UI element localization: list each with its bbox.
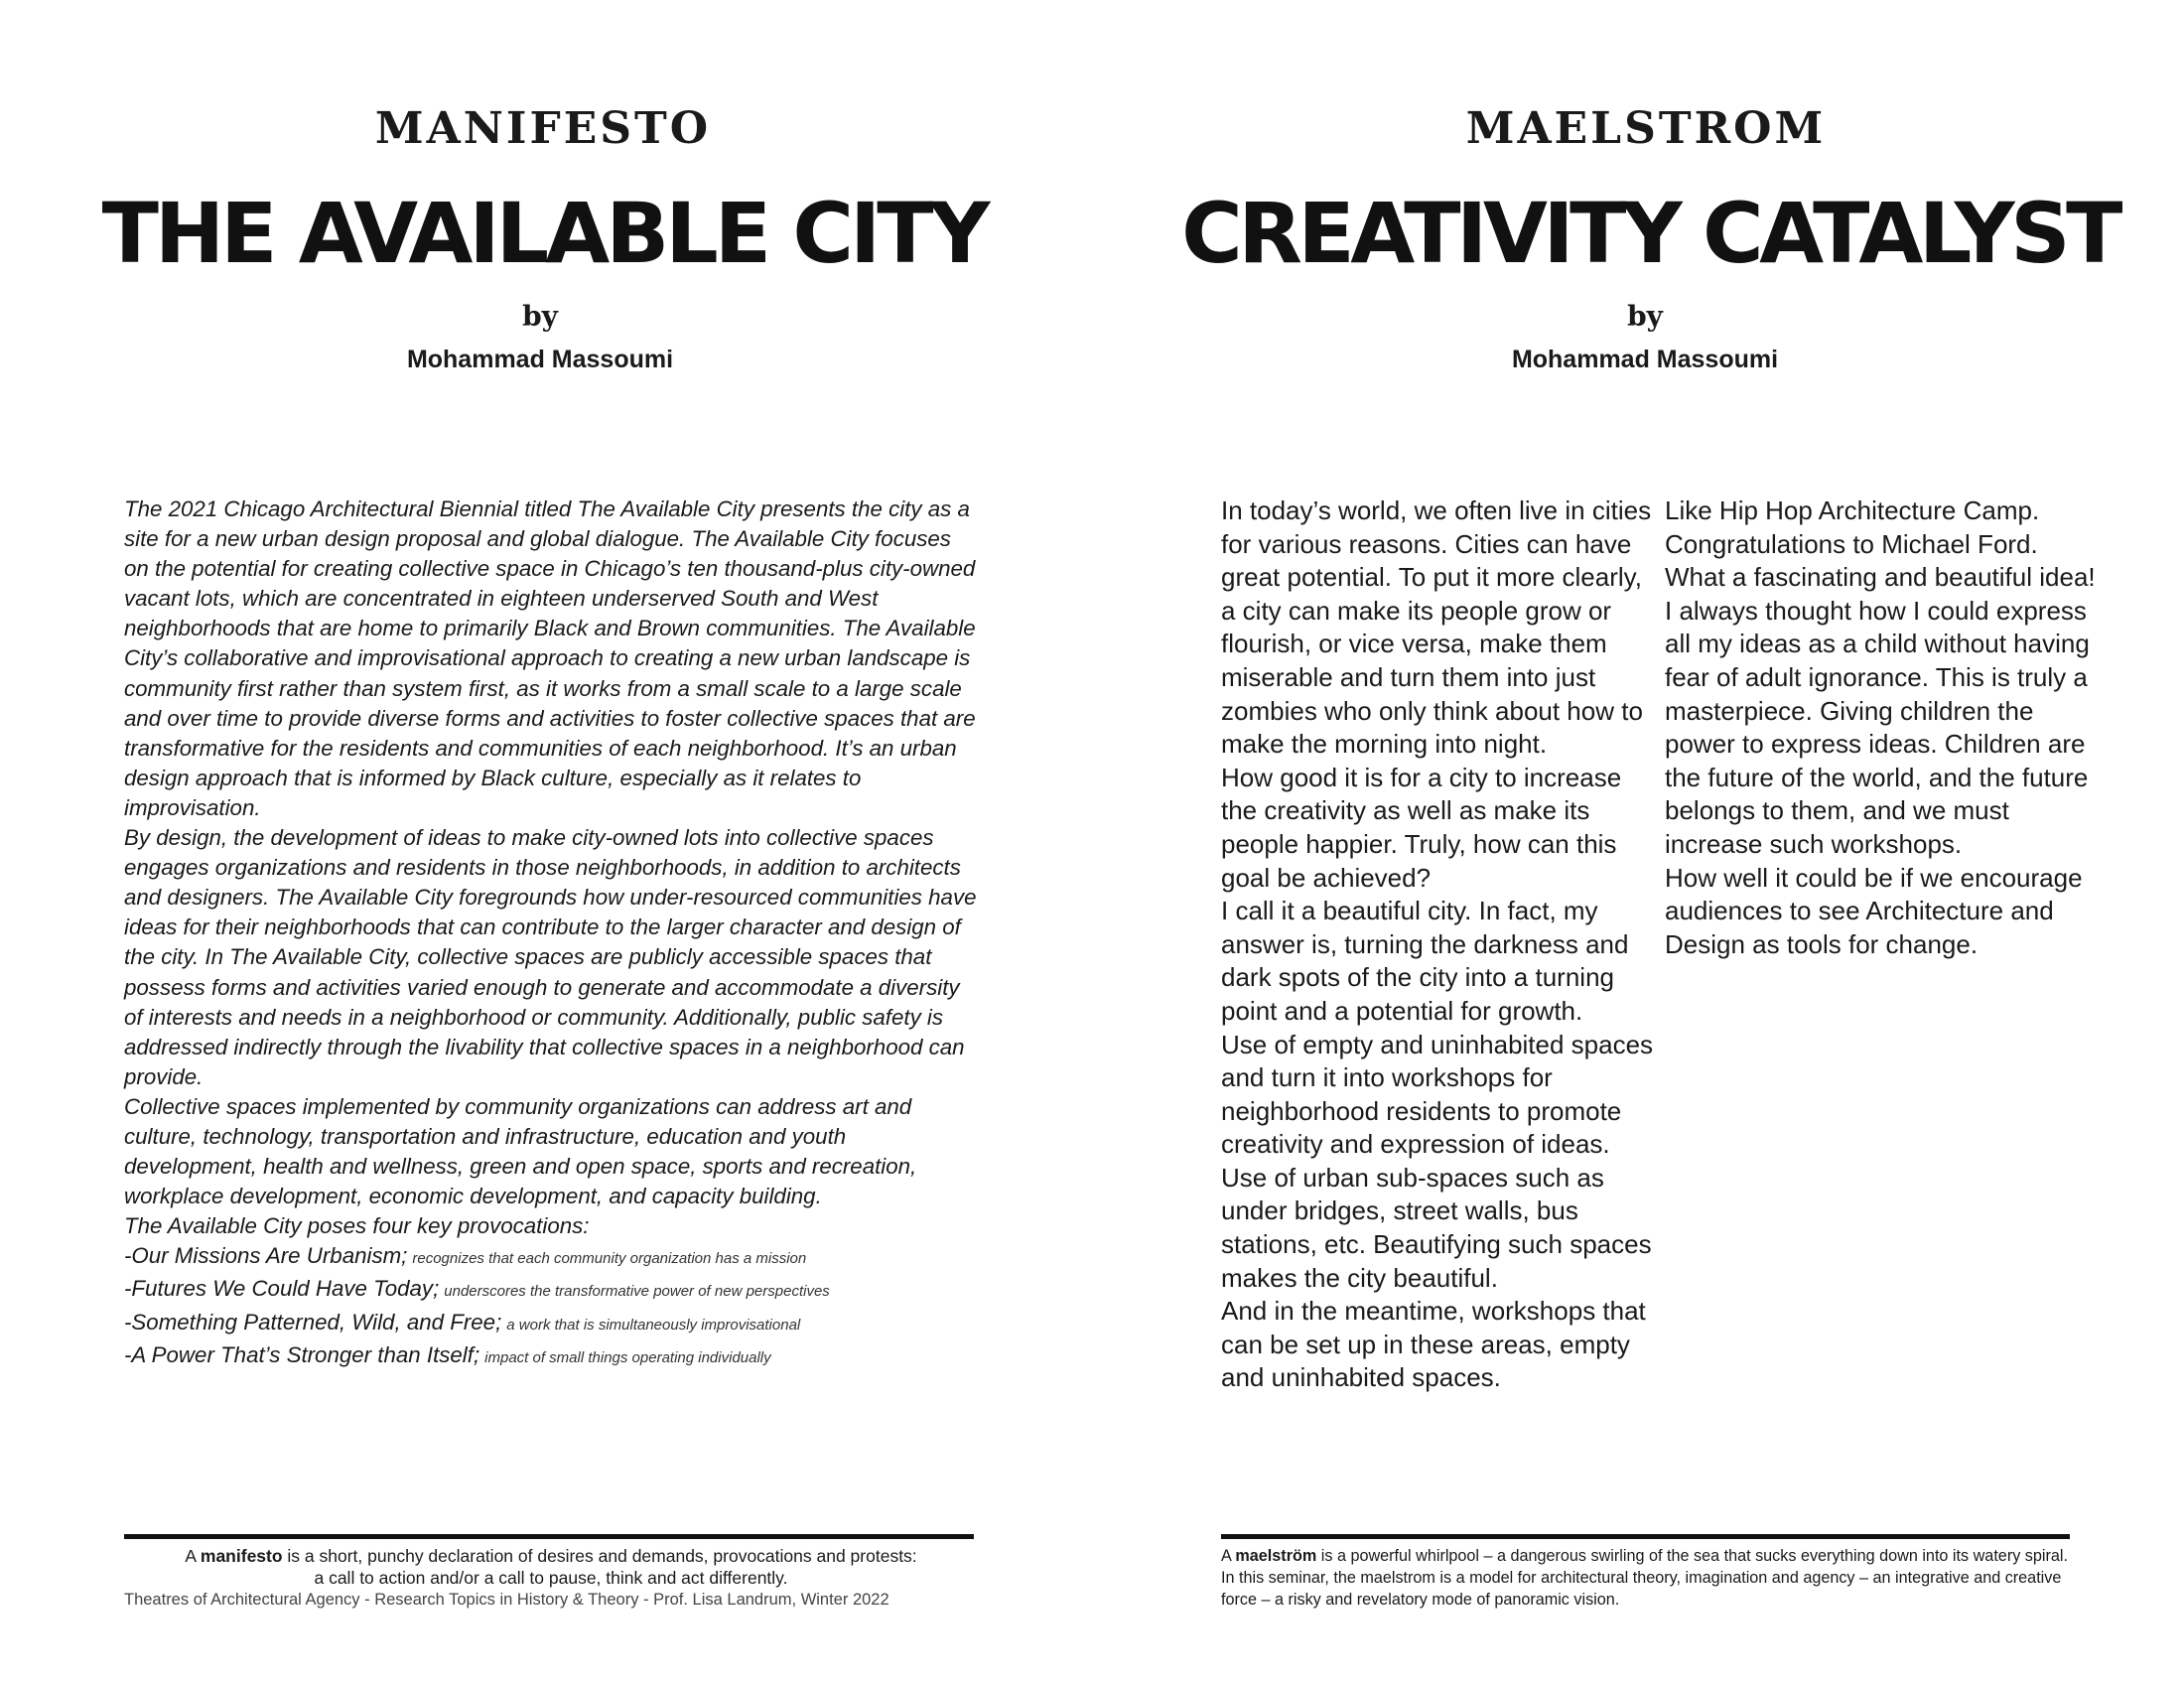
- provocation-item: [124, 1274, 978, 1307]
- footer-course-credit: Theatres of Architectural Agency - Research Topics in History & Theory - Prof. Lisa Landrum, Winter 2022: [124, 1591, 889, 1609]
- provocation-label: -A Power That’s Stronger than Itself;: [124, 1341, 480, 1367]
- provocation-note: a work that is simultaneously improvisational: [506, 1316, 801, 1334]
- text-column-2: [1665, 494, 2102, 961]
- provocation-label: -Futures We Could Have Today;: [124, 1276, 440, 1302]
- footer-term: maelström: [1235, 1547, 1317, 1565]
- body-paragraph: Collective spaces implemented by community organizations can address art and culture, technology, transportation and infrastructure, education and youth development, health and wellness, green and open space, sports and recreation, workplace development, economic development, and capacity building.: [124, 1093, 917, 1209]
- footer-divider: [124, 1534, 974, 1539]
- footer-prefix: A: [185, 1546, 201, 1566]
- footer-definition-text: is a short, punchy declaration of desires and demands, provocations and protests:: [282, 1546, 917, 1566]
- column-paragraph: Use of empty and uninhabited spaces and turn it into workshops for neighborhood residents to promote creativity and expression of ideas. Use of urban sub-spaces such as under bridges, street walls, bus stations, etc. Beautifying such spaces makes the city beautiful.: [1221, 1029, 1654, 1293]
- byline-by: by: [1627, 300, 1663, 333]
- text-column-1: [1221, 494, 1660, 1395]
- manifesto-body: [124, 494, 978, 1373]
- author-name: Mohammad Massoumi: [1511, 346, 1779, 373]
- footer-definition: [124, 1545, 978, 1567]
- maelstrom-page: [1092, 0, 2184, 1688]
- footer-divider: [1221, 1534, 2070, 1539]
- footer-definition-cont: a call to action and/or a call to pause, think and act differently.: [314, 1568, 788, 1588]
- page-kicker: MANIFESTO: [374, 103, 712, 154]
- footer-definition-text: is a powerful whirlpool – a dangerous swirling of the sea that sucks everything down into its watery spiral. In this seminar, the maelstrom is a model for architectural theory, imagination and agency – an integrative and creative force – a risky and revelatory mode of panoramic vision.: [1221, 1547, 2068, 1609]
- byline-by: by: [522, 300, 558, 333]
- page-kicker: MAELSTROM: [1465, 103, 1827, 154]
- column-paragraph: How good it is for a city to increase the creativity as well as make its people happier. Truly, how can this goal be achieved?: [1221, 762, 1622, 893]
- provocation-note: recognizes that each community organization has a mission: [412, 1250, 807, 1268]
- maelstrom-footer: [1221, 1545, 2071, 1611]
- column-paragraph: I always thought how I could express all my ideas as a child without having fear of adult ignorance. This is truly a masterpiece. Giving children the power to express ideas. Children are the future of the world, and the future belongs to them, and we must increase such workshops.: [1665, 595, 2090, 859]
- provocation-item: [124, 1308, 978, 1340]
- page-title: CREATIVITY CATALYST: [1181, 185, 2118, 282]
- author-name: Mohammad Massoumi: [406, 346, 674, 373]
- column-paragraph: Like Hip Hop Architecture Camp. Congratulations to Michael Ford. What a fascinating and beautiful idea!: [1665, 495, 2096, 593]
- footer-term: manifesto: [200, 1546, 283, 1566]
- provocation-note: impact of small things operating individually: [484, 1348, 771, 1366]
- body-paragraph: The Available City poses four key provocations:: [124, 1213, 590, 1239]
- provocation-item: [124, 1241, 978, 1274]
- provocation-label: -Something Patterned, Wild, and Free;: [124, 1309, 502, 1335]
- footer-prefix: A: [1221, 1547, 1236, 1565]
- column-paragraph: How well it could be if we encourage audiences to see Architecture and Design as tools for change.: [1665, 862, 2083, 959]
- provocation-label: -Our Missions Are Urbanism;: [124, 1243, 408, 1269]
- column-paragraph: I call it a beautiful city. In fact, my answer is, turning the darkness and dark spots of the city into a turning point and a potential for growth.: [1221, 896, 1629, 1026]
- page-title: THE AVAILABLE CITY: [101, 185, 987, 282]
- provocation-note: underscores the transformative power of new perspectives: [444, 1283, 830, 1301]
- column-paragraph: In today’s world, we often live in cities for various reasons. Cities can have great potential. To put it more clearly, a city can make its people grow or flourish, or vice versa, make them miserable and turn them into just zombies who only think about how to make the morning into night.: [1221, 495, 1652, 760]
- body-paragraph: The 2021 Chicago Architectural Biennial titled The Available City presents the city as a site for a new urban design proposal and global dialogue. The Available City focuses on the potential for creating collective space in Chicago’s ten thousand-plus city-owned vacant lots, which are concentrated in eighteen underserved South and West neighborhoods that are home to primarily Black and Brown communities. The Available City’s collaborative and improvisational approach to creating a new urban landscape is community first rather than system first, as it works from a small scale to a large scale and over time to provide diverse forms and activities to foster collective spaces that are transformative for the residents and communities of each neighborhood. It’s an urban design approach that is informed by Black culture, especially as it relates to improvisation.: [124, 496, 976, 820]
- manifesto-footer: [124, 1545, 978, 1611]
- body-paragraph: By design, the development of ideas to make city-owned lots into collective spaces engages organizations and residents in those neighborhoods, in addition to architects and designers. The Available City foregrounds how under-resourced communities have ideas for their neighborhoods that can contribute to the larger character and design of the city. In The Available City, collective spaces are publicly accessible spaces that possess forms and activities varied enough to generate and accommodate a diversity of interests and needs in a neighborhood or community. Additionally, public safety is addressed indirectly through the livability that collective spaces in a neighborhood can provide.: [124, 825, 977, 1089]
- column-paragraph: And in the meantime, workshops that can be set up in these areas, empty and uninhabited spaces.: [1221, 1296, 1646, 1393]
- provocation-item: [124, 1340, 978, 1373]
